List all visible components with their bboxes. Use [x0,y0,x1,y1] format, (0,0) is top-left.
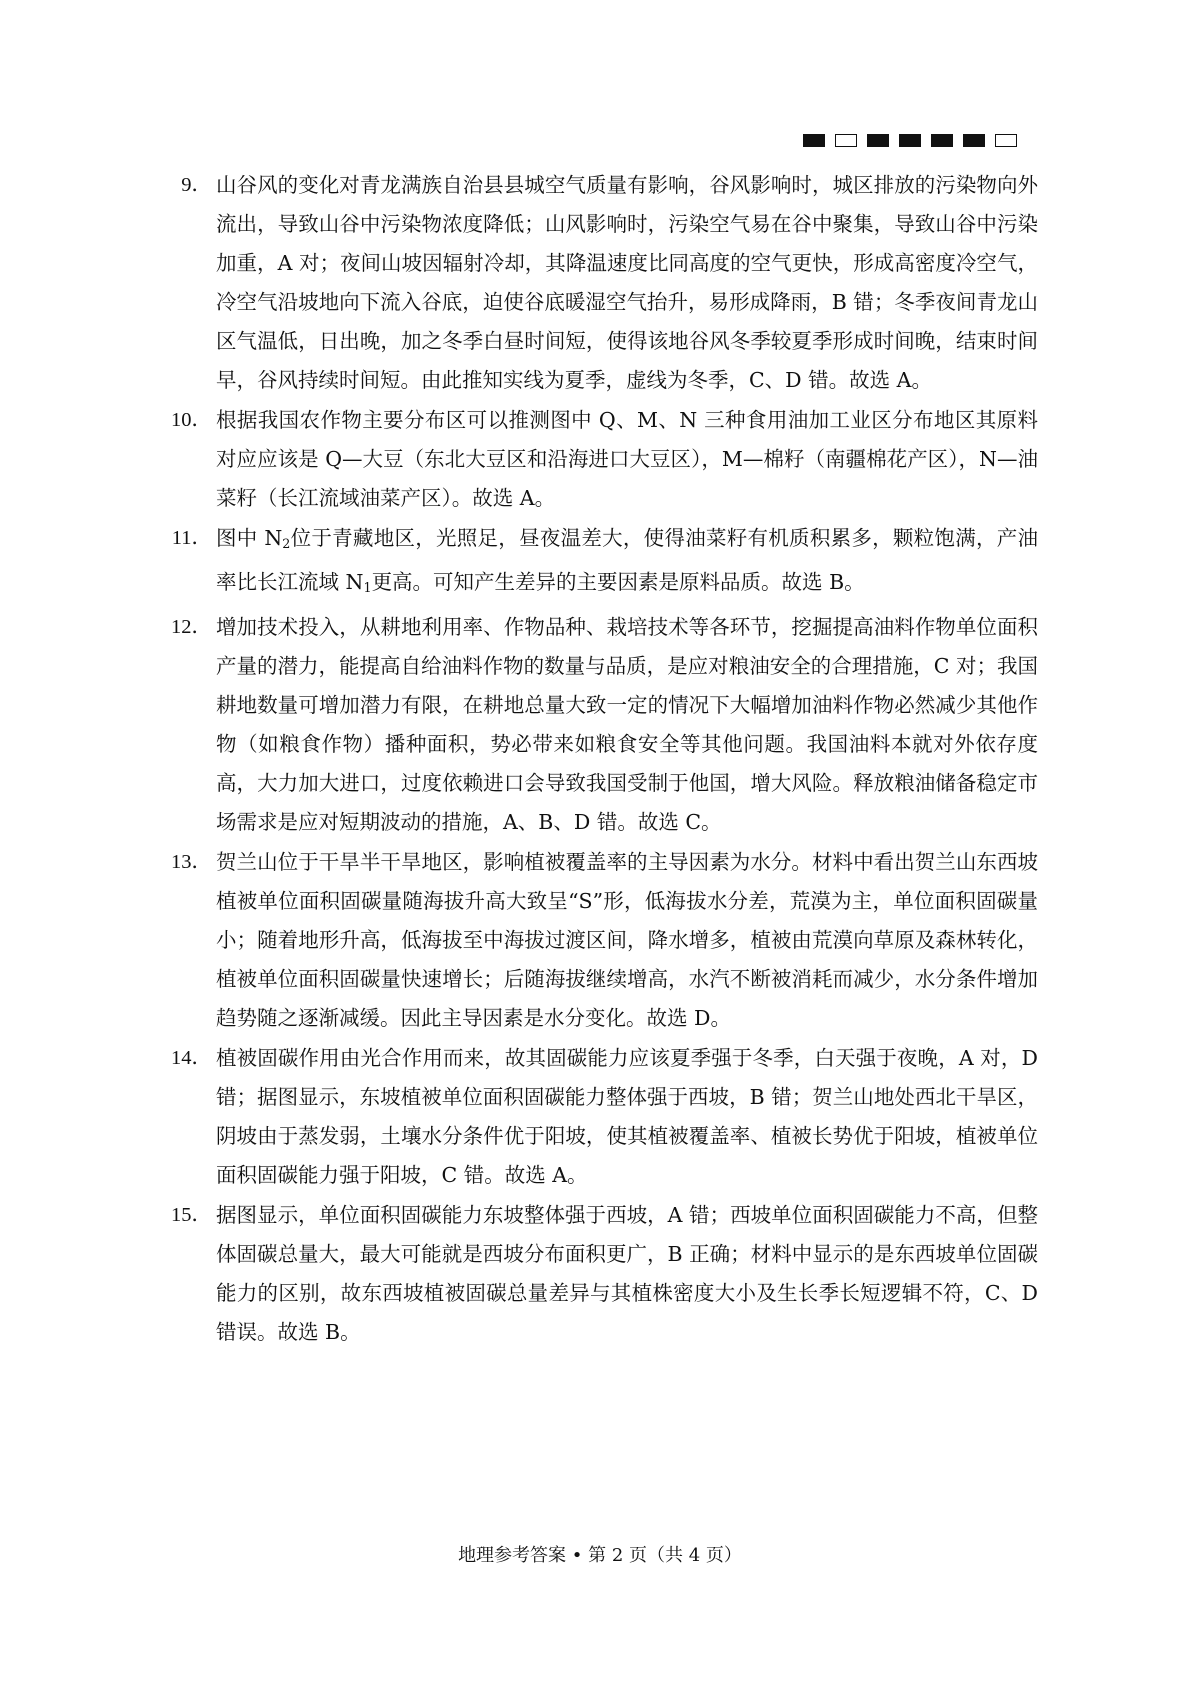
marker-square [995,134,1017,147]
answer-item-10 [171,401,1038,518]
subscript: 2 [282,536,291,552]
answer-item-9 [178,166,1038,400]
marker-square [931,134,953,147]
answer-number: 11． [171,527,212,549]
answer-text: 据图显示，单位面积固碳能力东坡整体强于西坡，A 错；西坡单位面积固碳能力不高，但整体固碳总量大，最大可能就是西坡分布面积更广，B 正确；材料中显示的是东西坡单位固碳能力的区别，故东西坡植被固碳总量差异与其植株密度大小及生长季长短逻辑不符，C、D 错误。故选 B。 [216,1203,1038,1345]
answer-number: 9． [181,174,212,196]
answer-text: 山谷风的变化对青龙满族自治县县城空气质量有影响，谷风影响时，城区排放的污染物向外流出，导致山谷中污染物浓度降低；山风影响时，污染空气易在谷中聚集，导致山谷中污染加重，A 对；夜间山坡因辐射冷却，其降温速度比同高度的空气更快，形成高密度冷空气，冷空气沿坡地向下流入谷底，迫使谷底暖湿空气抬升，易形成降雨，B 错；冬季夜间青龙山区气温低，日出晚，加之冬季白昼时间短，使得该地谷风冬季较夏季形成时间晚，结束时间早，谷风持续时间短。由此推知实线为夏季，虚线为冬季，C、D 错。故选 A。 [216,173,1038,392]
answer-text: 位于青藏地区，光照足，昼夜温差大，使得油菜籽有机质积累多，颗粒饱满，产油率比长江流域 N [216,526,1038,595]
answer-number: 14． [171,1047,212,1070]
marker-square [835,134,857,147]
answer-text: 根据我国农作物主要分布区可以推测图中 Q、M、N 三种食用油加工业区分布地区其原料对应应该是 Q—大豆（东北大豆区和沿海进口大豆区），M—棉籽（南疆棉花产区），N—油菜籽（长江流域油菜产区）。故选 A。 [216,408,1038,510]
page-footer: 地理参考答案 • 第 2 页（共 4 页） [458,1545,742,1566]
answer-number: 10． [171,409,212,431]
answer-number: 15． [171,1204,212,1227]
answer-item-15 [171,1196,1038,1352]
page-marker-squares [803,134,1017,147]
answer-item-11 [171,519,1038,607]
answer-list [171,166,1038,1353]
subscript: 1 [363,580,372,596]
marker-square [867,134,889,147]
answer-item-12 [171,608,1038,842]
answer-number: 12． [171,616,212,639]
answer-item-13 [171,843,1038,1038]
answer-text: 贺兰山位于干旱半干旱地区，影响植被覆盖率的主导因素为水分。材料中看出贺兰山东西坡植被单位面积固碳量随海拔升高大致呈“S”形，低海拔水分差，荒漠为主，单位面积固碳量小；随着地形升高，低海拔至中海拔过渡区间，降水增多，植被由荒漠向草原及森林转化，植被单位面积固碳量快速增长；后随海拔继续增高，水汽不断被消耗而减少，水分条件增加趋势随之逐渐减缓。因此主导因素是水分变化。故选 D。 [216,850,1038,1031]
answer-item-14 [171,1039,1038,1195]
marker-square [963,134,985,147]
answer-text: 植被固碳作用由光合作用而来，故其固碳能力应该夏季强于冬季，白天强于夜晚，A 对，D 错；据图显示，东坡植被单位面积固碳能力整体强于西坡，B 错；贺兰山地处西北干旱区，阴坡由于蒸发弱，土壤水分条件优于阳坡，使其植被覆盖率、植被长势优于阳坡，植被单位面积固碳能力强于阳坡，C 错。故选 A。 [216,1046,1038,1188]
marker-square [803,134,825,147]
answer-text: 增加技术投入，从耕地利用率、作物品种、栽培技术等各环节，挖掘提高油料作物单位面积产量的潜力，能提高自给油料作物的数量与品质，是应对粮油安全的合理措施，C 对；我国耕地数量可增加潜力有限，在耕地总量大致一定的情况下大幅增加油料作物必然减少其他作物（如粮食作物）播种面积，势必带来如粮食安全等其他问题。我国油料本就对外依存度高，大力加大进口，过度依赖进口会导致我国受制于他国，增大风险。释放粮油储备稳定市场需求是应对短期波动的措施，A、B、D 错。故选 C。 [216,615,1038,835]
marker-square [899,134,921,147]
answer-text: 更高。可知产生差异的主要因素是原料品质。故选 B。 [371,570,865,595]
answer-text: 图中 N [216,526,283,550]
answer-number: 13． [171,851,212,874]
